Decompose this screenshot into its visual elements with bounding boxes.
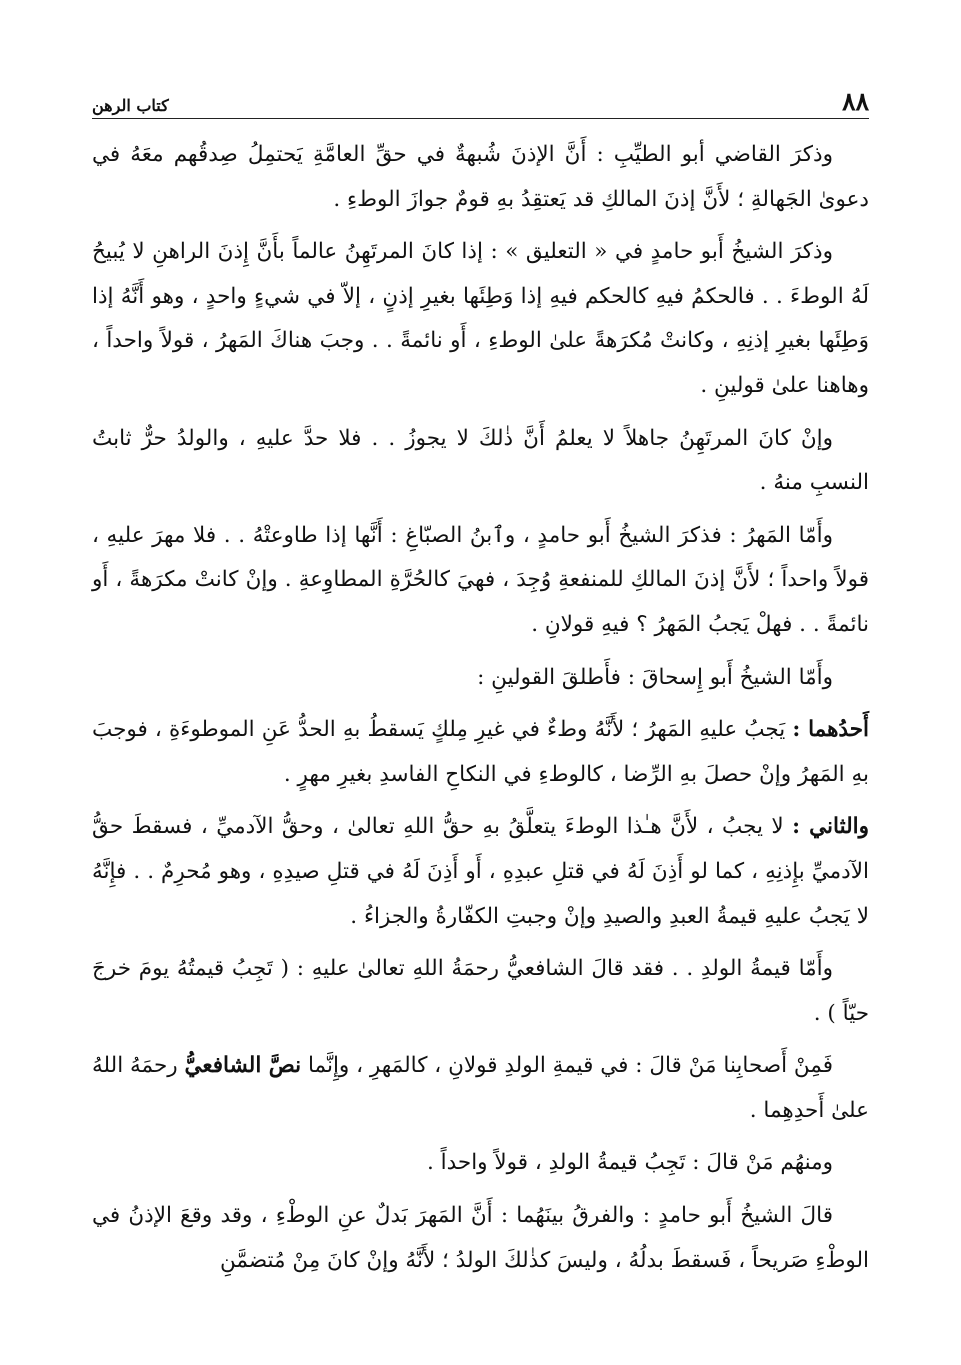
running-title: كتاب الرهن	[92, 96, 169, 115]
paragraph	[92, 947, 869, 1036]
paragraph	[92, 1141, 869, 1186]
paragraph-text: وإنْ كانَ المرتَهِنُ جاهلاً لا يعلمُ أَنَّ ذٰلكَ لا يجوزُ . . فلا حدَّ عليهِ ، والولدُ حرٌّ ثابتُ النسبِ منهُ .	[92, 425, 869, 496]
paragraph	[92, 1044, 869, 1133]
paragraph-lead: والثاني :	[792, 814, 869, 840]
paragraph-text: وذكرَ القاضي أبو الطيِّبِ : أَنَّ الإذنَ شُبهةٌ في حقِّ العامَّةِ يَحتمِلُ صِدقُهم معَهُ في دعوىٰ الجَهالةِ ؛ لأَنَّ إذنَ المالكِ قد يَعتقِدُ بهِ قومٌ جوازَ الوطءِ .	[92, 142, 869, 212]
paragraph-text: وذكرَ الشيخُ أَبو حامدٍ في « التعليق » : إذا كانَ المرتَهِنُ عالماً بأَنَّ إِذنَ الراهنِ لا يُبيحُ لَهُ الوطءَ . . فالحكمُ فيهِ كالحكم فيهِ إذا وَطِئَها بغيرِ إذنٍ ، إلاّ في شيءٍ واحدٍ ، وهو أَنَّهُ إذا وَطِئَها بغيرِ إذنِهِ ، وكانتْ مُكرَهةً علىٰ الوطءِ ، أَو نائمةً . . وجبَ هناكَ المَهرُ ، قولاً واحداً ، وهاهنا علىٰ قولينِ .	[92, 239, 869, 398]
paragraph-text: ومنهُم مَنْ قالَ : تَجِبُ قيمةُ الولدِ ، قولاً واحداً .	[426, 1150, 833, 1176]
paragraph-text: يَجبُ عليهِ المَهرُ ؛ لأَنَّهُ وطءٌ في غيرِ مِلكٍ يَسقطُ بهِ الحدُّ عَنِ الموطوءَةِ ، فوجبَ بهِ المَهرُ وإنْ حصلَ بهِ الرِّضا ، كالوطءِ في النكاحِ الفاسدِ بغيرِ مهرٍ .	[92, 717, 869, 787]
paragraph	[92, 230, 869, 408]
paragraph-text: وأَمّا المَهرُ : فذكرَ الشيخُ أَبو حامدٍ ، وٱبنُ الصبّاغِ : أَنَّها إذا طاوعتْهُ . . فلا مهرَ عليهِ ، قولاً واحداً ؛ لأَنَّ إذنَ المالكِ للمنفعةِ وُجِدَ ، فهيَ كالحُرَّةِ المطاوِعةِ . وإنْ كانتْ مكرَهةً ، أَو نائمةً . . فهلْ يَجبُ المَهرُ ؟ فيهِ قولانِ .	[92, 522, 869, 637]
page-body	[92, 133, 869, 1283]
paragraph	[92, 708, 869, 797]
page-header	[92, 78, 869, 119]
paragraph-bold: نصَّ الشافعيُّ	[184, 1053, 302, 1079]
paragraph	[92, 417, 869, 506]
paragraph-tail: رحمَهُ اللهُ علىٰ أَحدِهِما .	[92, 1053, 869, 1123]
page-number: ٨٨	[842, 87, 869, 116]
paragraph-text: وأَمّا الشيخُ أَبو إِسحاقَ : فأَطلقَ القولينِ :	[477, 664, 833, 690]
paragraph-text: قالَ الشيخُ أَبو حامدٍ : والفرقُ بينَهُما : أَنَّ المَهرَ بَدلٌ عنِ الوطْءِ ، وقد وقعَ الإذنُ في الوطْءِ صَريحاً ، فَسقطَ بدلُهُ ، وليسَ كذٰلكَ الولدُ ؛ لأَنَّهُ وإنْ كانَ مِنْ مُتضمَّنِ	[92, 1203, 869, 1273]
paragraph-text: فَمِنْ أَصحابِنا مَنْ قالَ : في قيمةِ الولدِ قولانِ ، كالمَهرِ ، وإِنَّما	[301, 1053, 833, 1079]
paragraph-lead: أَحدُهما :	[792, 717, 869, 743]
paragraph	[92, 133, 869, 222]
paragraph	[92, 1194, 869, 1283]
paragraph	[92, 656, 869, 701]
paragraph-text: لا يجبُ ، لأَنَّ هـٰذا الوطءَ يتعلَّقُ بهِ حقُّ اللهِ تعالىٰ ، وحقُّ الآدميِّ ، فسقطَ حقُّ الآدميِّ بإِذنِهِ ، كما لو أَذِنَ لَهُ في قتلِ عبدِهِ ، أَو أَذِنَ لَهُ في قتلِ صيدِهِ ، وهو مُحرِمٌ . . فإِنَّهُ لا يَجبُ عليهِ قيمةُ العبدِ والصيدِ وإنْ وجبتِ الكفّارةُ والجزاءُ .	[92, 814, 869, 929]
paragraph	[92, 805, 869, 939]
paragraph	[92, 514, 869, 648]
paragraph-text: وأَمّا قيمةُ الولدِ . . فقد قالَ الشافعيُّ رحمَةُ اللهِ تعالىٰ عليهِ : ( تَجِبُ قيمتُهُ يومَ خرجَ حيّاً ) .	[92, 956, 869, 1026]
